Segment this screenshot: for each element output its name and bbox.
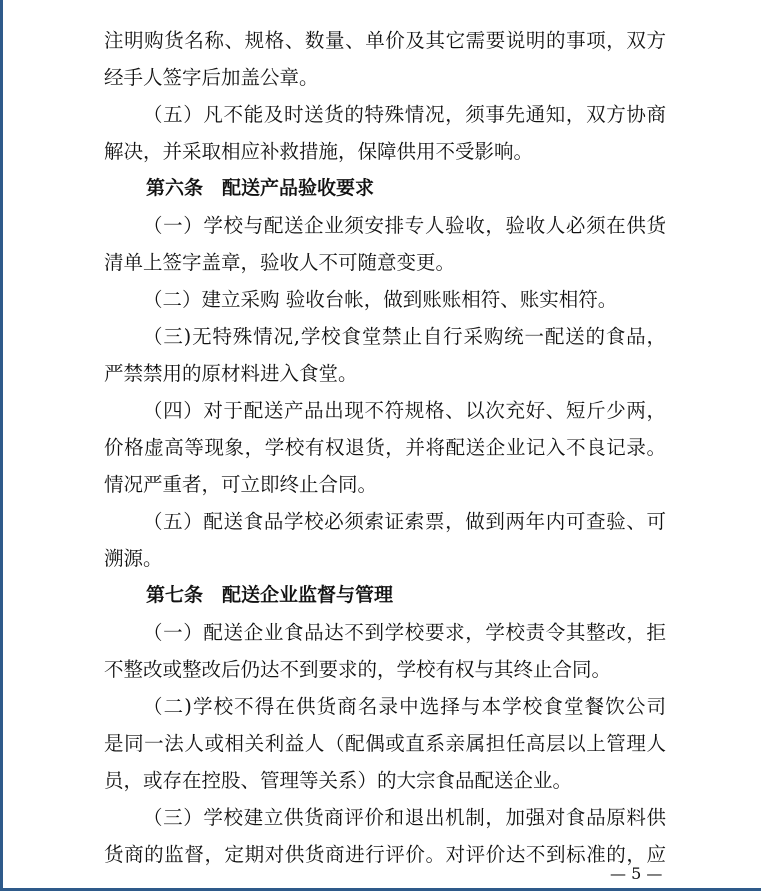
text-line: 注明购货名称、规格、数量、单价及其它需要说明的事项，双方 — [104, 29, 666, 52]
text-line: 解决，并采取相应补救措施，保障供用不受影响。 — [104, 140, 534, 163]
text-line: 情况严重者，可立即终止合同。 — [104, 473, 378, 496]
text-line: 价格虚高等现象，学校有权退货，并将配送企业记入不良记录。 — [104, 436, 666, 459]
text-line: （三）学校建立供货商评价和退出机制，加强对食品原料供 — [143, 806, 666, 829]
text-line: 不整改或整改后仍达不到要求的，学校有权与其终止合同。 — [104, 658, 612, 681]
document-page — [104, 22, 666, 873]
text-line: （一）配送企业食品达不到学校要求，学校责令其整改，拒 — [143, 621, 666, 644]
text-line: 溯源。 — [104, 547, 163, 570]
text-line: 严禁禁用的原材料进入食堂。 — [104, 362, 358, 385]
text-line: 清单上签字盖章，验收人不可随意变更。 — [104, 251, 456, 274]
text-line: （一）学校与配送企业须安排专人验收，验收人必须在供货 — [143, 214, 666, 237]
text-line: （五）配送食品学校必须索证索票，做到两年内可查验、可 — [143, 510, 666, 533]
text-line: （五）凡不能及时送货的特殊情况，须事先通知，双方协商 — [143, 103, 666, 126]
section-heading-article-7: 第七条 配送企业监督与管理 — [146, 584, 394, 606]
text-line: 员，或存在控股、管理等关系）的大宗食品配送企业。 — [104, 769, 573, 792]
text-line: （四）对于配送产品出现不符规格、以次充好、短斤少两， — [143, 399, 666, 422]
page-left-border — [0, 0, 3, 891]
text-line: （三)无特殊情况,学校食堂禁止自行采购统一配送的食品， — [143, 325, 666, 348]
section-heading-article-6: 第六条 配送产品验收要求 — [146, 177, 375, 199]
text-line: 经手人签字后加盖公章。 — [104, 66, 319, 89]
page-number: — 5 — — [610, 864, 663, 883]
text-line: （二)学校不得在供货商名录中选择与本学校食堂餐饮公司 — [143, 695, 666, 718]
text-line: 是同一法人或相关利益人（配偶或直系亲属担任高层以上管理人 — [104, 732, 666, 755]
text-line: 货商的监督，定期对供货商进行评价。对评价达不到标准的，应 — [104, 843, 666, 866]
text-line: （二）建立采购 验收台帐，做到账账相符、账实相符。 — [143, 288, 618, 311]
